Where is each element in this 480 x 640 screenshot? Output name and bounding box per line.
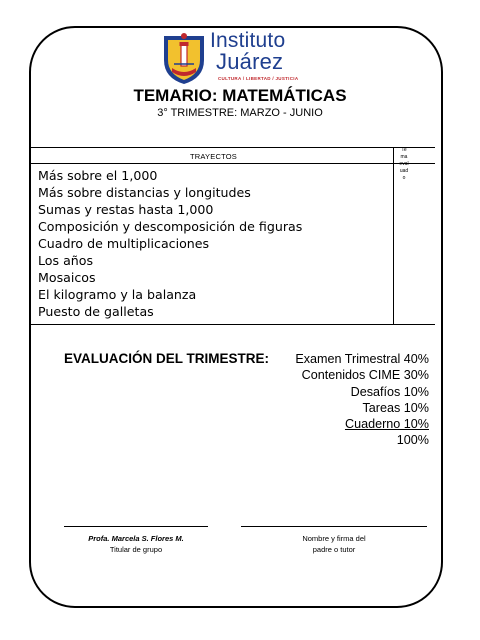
- column-header-tema-line: ma: [400, 154, 408, 160]
- column-header-tema-line: o: [402, 175, 406, 181]
- evaluation-item: Examen Trimestral 40%: [295, 352, 429, 366]
- evaluation-total: 100%: [396, 433, 429, 448]
- list-item: Más sobre distancias y longitudes: [38, 185, 251, 200]
- list-item: Puesto de galletas: [38, 304, 154, 319]
- list-item: Más sobre el 1,000: [38, 168, 158, 183]
- teacher-name: Profa. Marcela S. Flores M.: [88, 534, 184, 543]
- evaluation-heading: EVALUACIÓN DEL TRIMESTRE:: [64, 351, 270, 366]
- logo-name-line2: Juárez: [216, 49, 284, 74]
- list-item: Sumas y restas hasta 1,000: [38, 202, 214, 217]
- page-title: TEMARIO: MATEMÁTICAS: [133, 86, 347, 105]
- evaluation-item: Contenidos CIME 30%: [301, 368, 429, 383]
- list-item: Cuadro de multiplicaciones: [38, 236, 210, 251]
- teacher-signature-line: [64, 526, 208, 527]
- table-bottom-border: [30, 324, 435, 325]
- evaluation-item: Desafíos 10%: [350, 384, 429, 399]
- parent-signature-label: Nombre y firma del: [302, 534, 366, 543]
- list-item: Composición y descomposición de figuras: [38, 219, 303, 234]
- table-top-border: [30, 147, 435, 148]
- institute-logo: [160, 30, 325, 86]
- logo-name-line1: Instituto: [210, 29, 286, 52]
- list-item: Mosaicos: [38, 270, 96, 285]
- column-header-tema-line: eval: [399, 161, 409, 167]
- teacher-role: Titular de grupo: [109, 545, 163, 554]
- page-subtitle: 3° TRIMESTRE: MARZO - JUNIO: [157, 107, 323, 119]
- topics-list: [38, 167, 302, 320]
- evaluation-item: Cuaderno 10%: [344, 417, 429, 432]
- list-item: El kilogramo y la balanza: [38, 287, 197, 302]
- shield-emblem-icon: [160, 30, 208, 86]
- logo-tagline: CULTURA / LIBERTAD / JUSTICIA: [218, 76, 299, 81]
- evaluation-item: Tareas 10%: [362, 400, 429, 415]
- evaluation-list: [295, 351, 429, 449]
- column-header-tema-evaluado: [398, 147, 410, 182]
- column-header-tema-line: uad: [399, 168, 409, 174]
- column-header-trayectos: TRAYECTOS: [190, 152, 237, 161]
- parent-signature-label-2: padre o tutor: [312, 545, 356, 554]
- table-header-divider: [30, 163, 435, 164]
- table-column-divider: [393, 147, 394, 325]
- parent-signature-line: [241, 526, 427, 527]
- list-item: Los años: [38, 253, 94, 268]
- column-header-tema-line: Te: [401, 147, 407, 153]
